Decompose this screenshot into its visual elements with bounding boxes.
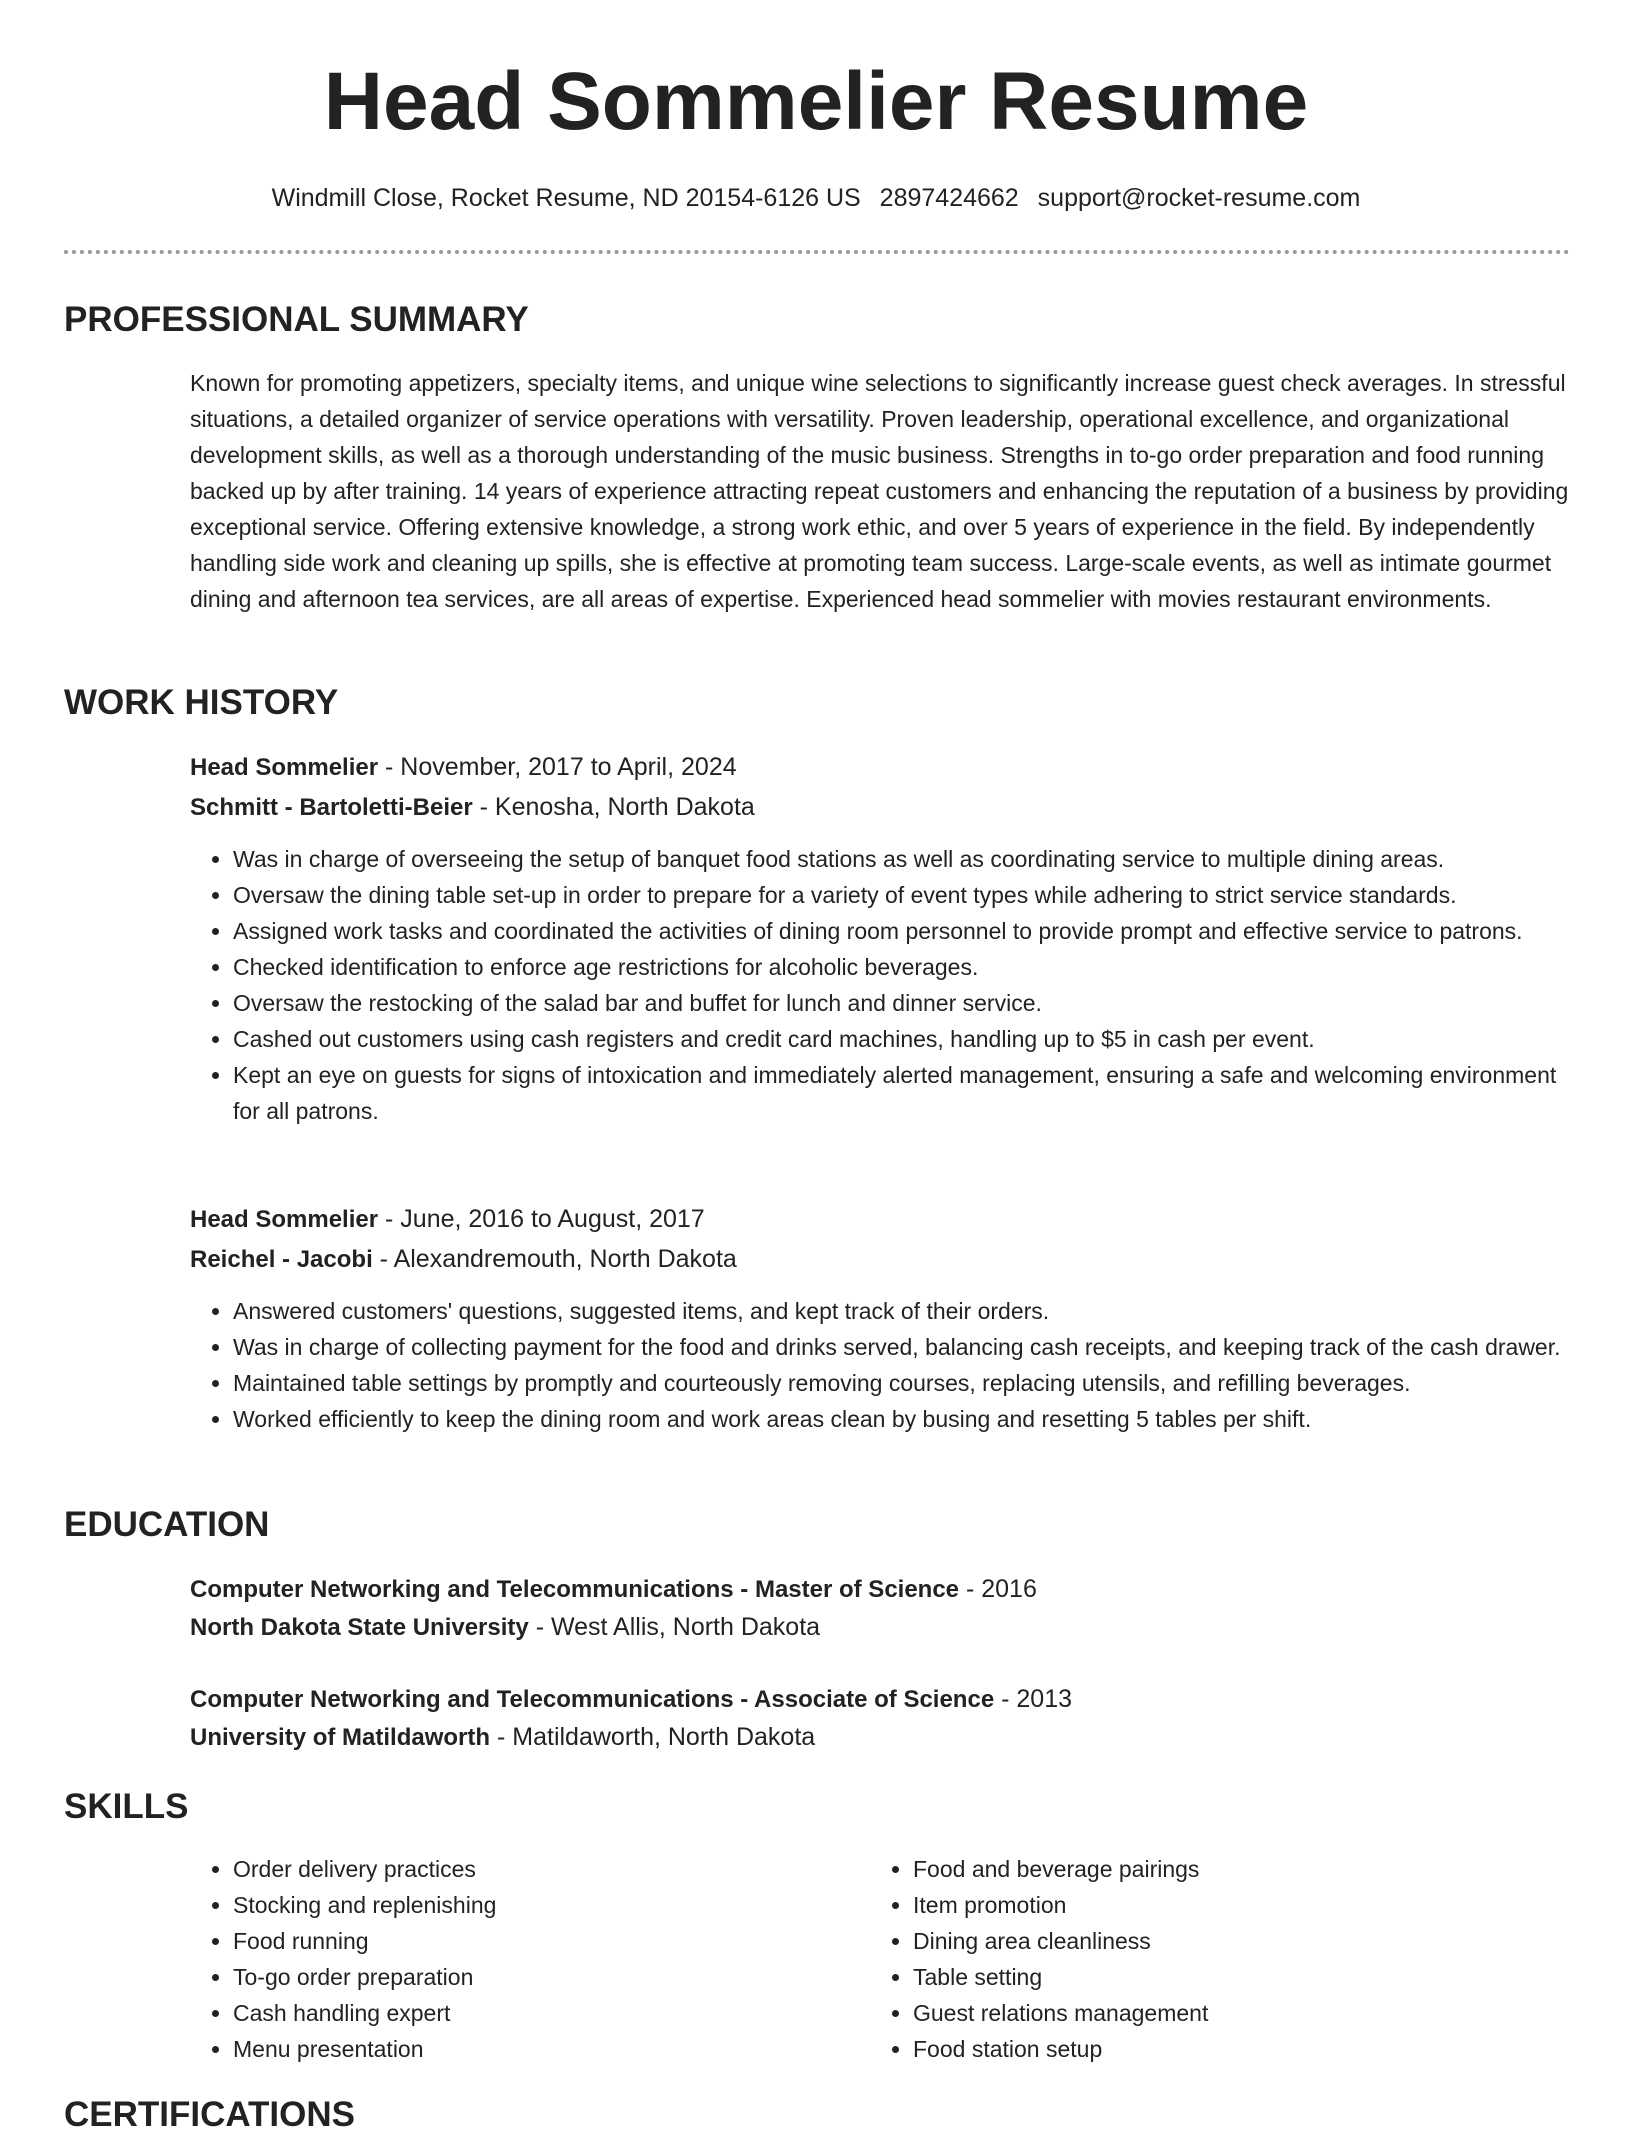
skills-list-left <box>190 1851 830 2067</box>
resume-title: Head Sommelier Resume <box>323 56 1309 147</box>
job-title-line <box>190 749 1570 786</box>
job-company: Reichel - Jacobi <box>190 1246 373 1273</box>
education-school: University of Matildaworth <box>190 1724 491 1751</box>
certifications-heading: CERTIFICATIONS <box>64 2095 356 2134</box>
skills-list-right <box>870 1851 1510 2067</box>
skill-item: • Menu presentation <box>233 2031 830 2067</box>
education-heading: EDUCATION <box>64 1505 270 1544</box>
skill-item: • Dining area cleanliness <box>913 1923 1510 1959</box>
list-item: • Checked identification to enforce age restrictions for alcoholic beverages. <box>233 949 1570 985</box>
job-location: - Kenosha, North Dakota <box>472 793 755 821</box>
skill-item: • Guest relations management <box>913 1995 1510 2031</box>
job-company-line <box>190 1241 1570 1278</box>
skill-item: • Food running <box>233 1923 830 1959</box>
education-degree-line <box>190 1681 1570 1718</box>
list-item: • Answered customers' questions, suggested items, and kept track of their orders. <box>233 1293 1570 1329</box>
education-location: - West Allis, North Dakota <box>528 1613 821 1641</box>
list-item: • Worked efficiently to keep the dining room and work areas clean by busing and resetting 5 tables per shift. <box>233 1401 1570 1437</box>
education-degree-line <box>190 1571 1570 1608</box>
list-item: • Assigned work tasks and coordinated the activities of dining room personnel to provide prompt and effective service to patrons. <box>233 913 1570 949</box>
list-item: • Oversaw the restocking of the salad bar and buffet for lunch and dinner service. <box>233 985 1570 1021</box>
job-dates: - November, 2017 to April, 2024 <box>378 753 737 781</box>
education-year: - 2016 <box>959 1575 1037 1603</box>
contact-email: support@rocket-resume.com <box>1037 184 1361 212</box>
list-item: • Cashed out customers using cash registers and credit card machines, handling up to $5 in cash per event. <box>233 1021 1570 1057</box>
job-title: Head Sommelier <box>190 1206 379 1233</box>
job-company: Schmitt - Bartoletti-Beier <box>190 794 473 821</box>
skill-item: • Item promotion <box>913 1887 1510 1923</box>
job-bullets <box>190 841 1570 1129</box>
skills-heading: SKILLS <box>64 1787 189 1826</box>
job-title: Head Sommelier <box>190 754 379 781</box>
list-item: • Oversaw the dining table set-up in order to prepare for a variety of event types while adhering to strict service standards. <box>233 877 1570 913</box>
skill-item: • Table setting <box>913 1959 1510 1995</box>
summary-heading: PROFESSIONAL SUMMARY <box>64 300 529 339</box>
job-bullets <box>190 1293 1570 1437</box>
job-company-line <box>190 789 1570 826</box>
list-item: • Was in charge of overseeing the setup of banquet food stations as well as coordinating service to multiple dining areas. <box>233 841 1570 877</box>
contact-address: Windmill Close, Rocket Resume, ND 20154-6126 US <box>271 184 861 212</box>
list-item: • Kept an eye on guests for signs of intoxication and immediately alerted management, ensuring a safe and welcoming environment for all patrons. <box>233 1057 1570 1129</box>
contact-line <box>0 180 1632 216</box>
skill-item: • To-go order preparation <box>233 1959 830 1995</box>
education-location: - Matildaworth, North Dakota <box>490 1723 816 1751</box>
education-school-line <box>190 1719 1570 1756</box>
job-dates: - June, 2016 to August, 2017 <box>378 1205 705 1233</box>
job-title-line <box>190 1201 1570 1238</box>
education-degree: Computer Networking and Telecommunications - Associate of Science <box>190 1686 995 1713</box>
header-divider <box>64 250 1570 254</box>
education-school: North Dakota State University <box>190 1614 529 1641</box>
skill-item: • Stocking and replenishing <box>233 1887 830 1923</box>
skill-item: • Food station setup <box>913 2031 1510 2067</box>
education-degree: Computer Networking and Telecommunications - Master of Science <box>190 1576 960 1603</box>
job-location: - Alexandremouth, North Dakota <box>372 1245 737 1273</box>
education-school-line <box>190 1609 1570 1646</box>
list-item: • Was in charge of collecting payment for the food and drinks served, balancing cash receipts, and keeping track of the cash drawer. <box>233 1329 1570 1365</box>
work-history-heading: WORK HISTORY <box>64 683 339 722</box>
summary-text: Known for promoting appetizers, specialty items, and unique wine selections to significantly increase guest check averages. In stressful situations, a detailed organizer of service operations with versatility. Proven leadership, operational excellence, and organizational development skills, as well as a thorough understanding of the music business. Strengths in to-go order preparation and food running backed up by after training. 14 years of experience attracting repeat customers and enhancing the reputation of a business by providing exceptional service. Offering extensive knowledge, a strong work ethic, and over 5 years of experience in the field. By independently handling side work and cleaning up spills, she is effective at promoting team success. Large-scale events, as well as intimate gourmet dining and afternoon tea services, are all areas of expertise. Experienced head sommelier with movies restaurant environments. <box>190 370 1569 612</box>
contact-phone: 2897424662 <box>879 184 1019 212</box>
skill-item: • Cash handling expert <box>233 1995 830 2031</box>
skill-item: • Food and beverage pairings <box>913 1851 1510 1887</box>
education-year: - 2013 <box>994 1685 1073 1713</box>
list-item: • Maintained table settings by promptly and courteously removing courses, replacing utensils, and refilling beverages. <box>233 1365 1570 1401</box>
skill-item: • Order delivery practices <box>233 1851 830 1887</box>
